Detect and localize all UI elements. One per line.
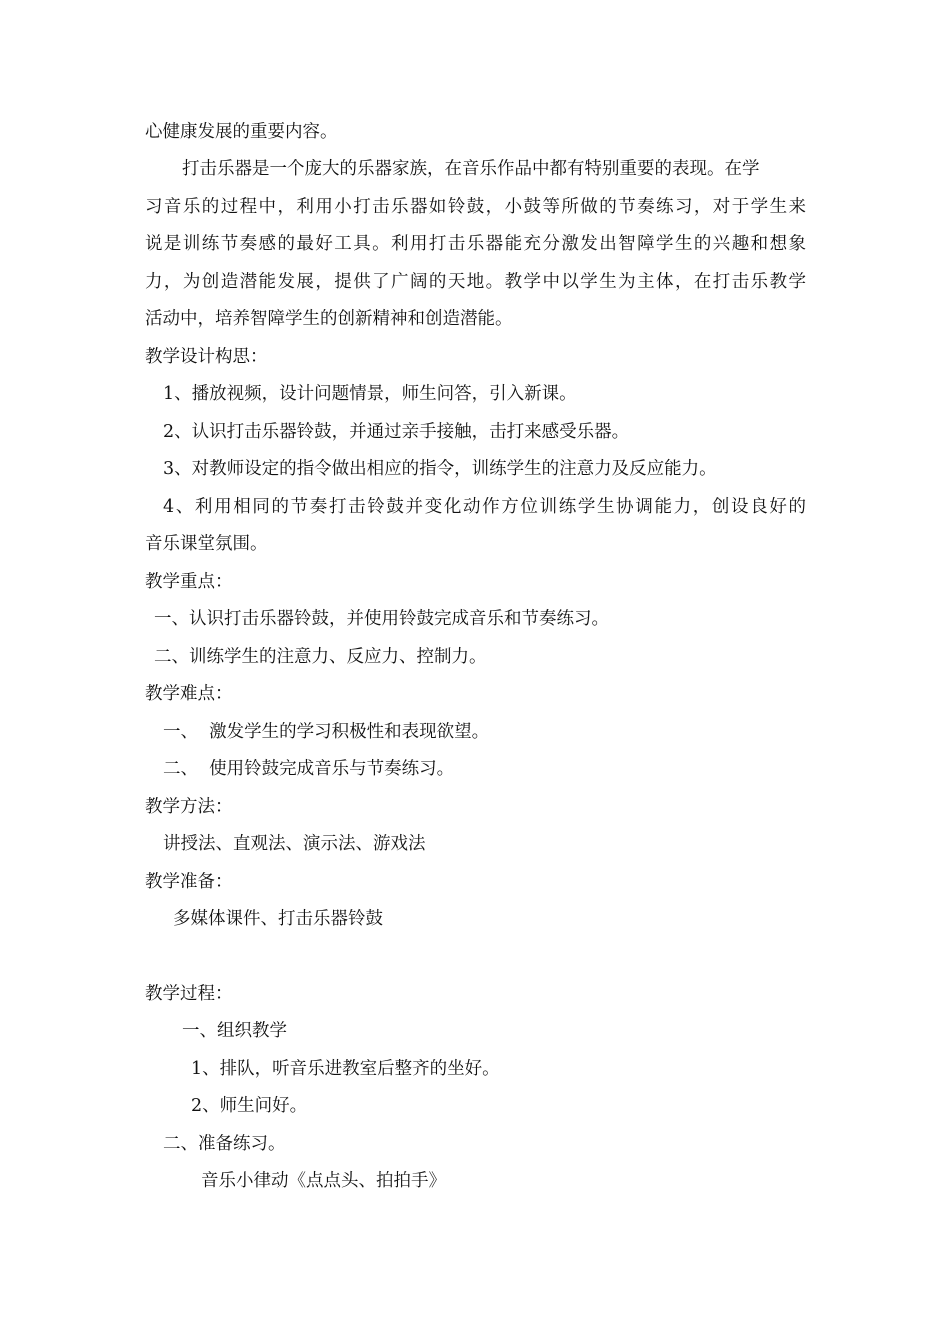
paragraph-line: 力，为创造潜能发展，提供了广阔的天地。教学中以学生为主体，在打击乐教学 (145, 272, 806, 292)
list-item: 2、认识打击乐器铃鼓，并通过亲手接触，击打来感受乐器。 (163, 422, 630, 442)
subsection-heading: 二、准备练习。 (163, 1134, 286, 1154)
body-text: 讲授法、直观法、演示法、游戏法 (163, 834, 426, 854)
paragraph-line: 说是训练节奏感的最好工具。利用打击乐器能充分激发出智障学生的兴趣和想象 (145, 234, 806, 254)
list-item: 一、认识打击乐器铃鼓，并使用铃鼓完成音乐和节奏练习。 (154, 609, 609, 629)
list-item: 二、 使用铃鼓完成音乐与节奏练习。 (163, 759, 455, 779)
section-heading: 教学设计构思： (145, 347, 268, 367)
list-item: 2、师生问好。 (191, 1096, 308, 1116)
paragraph-line: 活动中，培养智障学生的创新精神和创造潜能。 (145, 309, 513, 329)
list-item: 3、对教师设定的指令做出相应的指令，训练学生的注意力及反应能力。 (163, 459, 717, 479)
section-heading: 教学方法： (145, 797, 233, 817)
body-text: 音乐小律动《点点头、拍拍手》 (201, 1171, 446, 1191)
section-heading: 教学准备： (145, 872, 233, 892)
list-item-continuation: 音乐课堂氛围。 (145, 534, 268, 554)
subsection-heading: 一、组织教学 (182, 1021, 287, 1041)
section-heading: 教学难点： (145, 684, 233, 704)
list-item: 4、利用相同的节奏打击铃鼓并变化动作方位训练学生协调能力，创设良好的 (163, 497, 806, 517)
section-heading: 教学重点： (145, 572, 233, 592)
list-item: 1、排队，听音乐进教室后整齐的坐好。 (191, 1059, 500, 1079)
list-item: 一、 激发学生的学习积极性和表现欲望。 (163, 722, 490, 742)
list-item: 二、训练学生的注意力、反应力、控制力。 (154, 647, 487, 667)
paragraph-line: 心健康发展的重要内容。 (145, 122, 338, 142)
paragraph-line: 打击乐器是一个庞大的乐器家族，在音乐作品中都有特别重要的表现。在学 (182, 159, 760, 179)
paragraph-line: 习音乐的过程中，利用小打击乐器如铃鼓，小鼓等所做的节奏练习，对于学生来 (145, 197, 806, 217)
section-heading: 教学过程： (145, 984, 233, 1004)
list-item: 1、播放视频，设计问题情景，师生问答，引入新课。 (163, 384, 577, 404)
body-text: 多媒体课件、打击乐器铃鼓 (173, 909, 383, 929)
